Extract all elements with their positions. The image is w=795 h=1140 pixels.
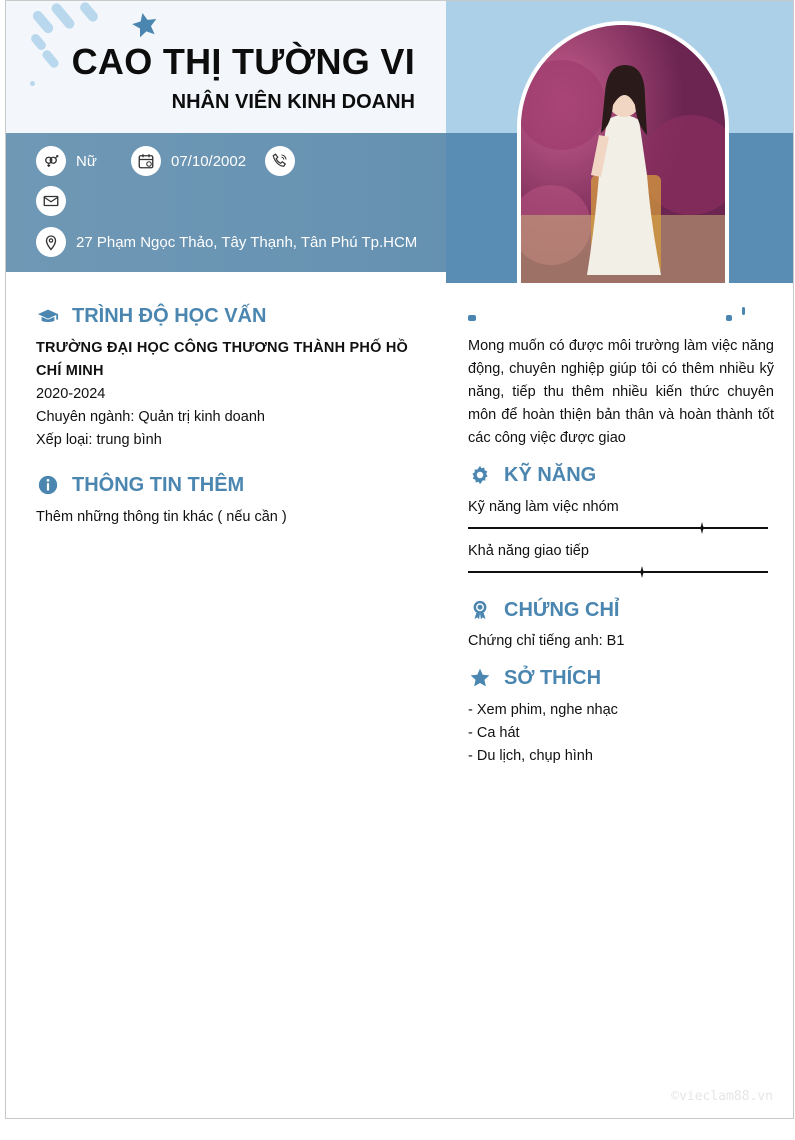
address-row [36,227,417,257]
phone-icon [265,146,295,176]
job-title: NHÂN VIÊN KINH DOANH [171,91,415,113]
location-pin-icon [36,227,66,257]
profile-photo [521,25,725,283]
graduation-cap-icon [36,304,60,328]
education-years: 2020-2024 [36,386,106,402]
hobby-item: - Ca hát [468,725,520,741]
gender-icon [36,146,66,176]
birthday-row [131,146,246,176]
star-decor-icon [131,11,159,39]
address-value: 27 Phạm Ngọc Thảo, Tây Thạnh, Tân Phú Tp.HCM [76,233,418,251]
cv-page [5,0,794,1119]
calendar-icon [131,146,161,176]
birthday-value: 07/10/2002 [171,152,247,170]
skill-bar [468,527,768,529]
gender-value: Nữ [76,152,97,170]
gear-icon [468,463,492,487]
skill-label: Kỹ năng làm việc nhóm [468,499,619,515]
education-major: Chuyên ngành: Quản trị kinh doanh [36,409,265,425]
skill-level-marker [636,566,648,578]
skill-bar [468,571,768,573]
hobby-item: - Xem phim, nghe nhạc [468,702,618,718]
gender-row [36,146,97,176]
watermark: ©vieclam88.vn [671,1089,773,1104]
hobby-item: - Du lịch, chụp hình [468,748,593,764]
extra-info-section-title: THÔNG TIN THÊM [36,473,244,497]
career-objective-text: Mong muốn có được môi trường làm việc năng động, chuyên nghiệp giúp tôi có thêm nhiều kỹ năng, tiếp thu thêm nhiều kiến thức chuyên môn để hoàn thiện bản thân và hoàn thành tốt các công việc được giao [468,338,774,446]
education-section-title: TRÌNH ĐỘ HỌC VẤN [36,304,266,328]
education-grade: Xếp loại: trung bình [36,432,162,448]
certificate-text: Chứng chỉ tiếng anh: B1 [468,633,625,649]
certificates-section-title: CHỨNG CHỈ [468,598,619,622]
award-ribbon-icon [468,598,492,622]
skill-level-marker [696,522,708,534]
school-name: TRƯỜNG ĐẠI HỌC CÔNG THƯƠNG THÀNH PHỐ HỒ CHÍ MINH [36,340,408,379]
star-icon [468,666,492,690]
phone-row [265,146,305,176]
skill-label: Khả năng giao tiếp [468,543,589,559]
candidate-name: CAO THỊ TƯỜNG VI [71,41,415,82]
profile-photo-frame [517,21,729,283]
extra-info-text: Thêm những thông tin khác ( nếu cần ) [36,509,287,525]
envelope-icon [36,186,66,216]
objective-title-hidden [468,307,746,321]
info-icon [36,473,60,497]
skills-section-title: KỸ NĂNG [468,463,596,487]
hobbies-section-title: SỞ THÍCH [468,666,601,690]
email-row [36,186,76,216]
